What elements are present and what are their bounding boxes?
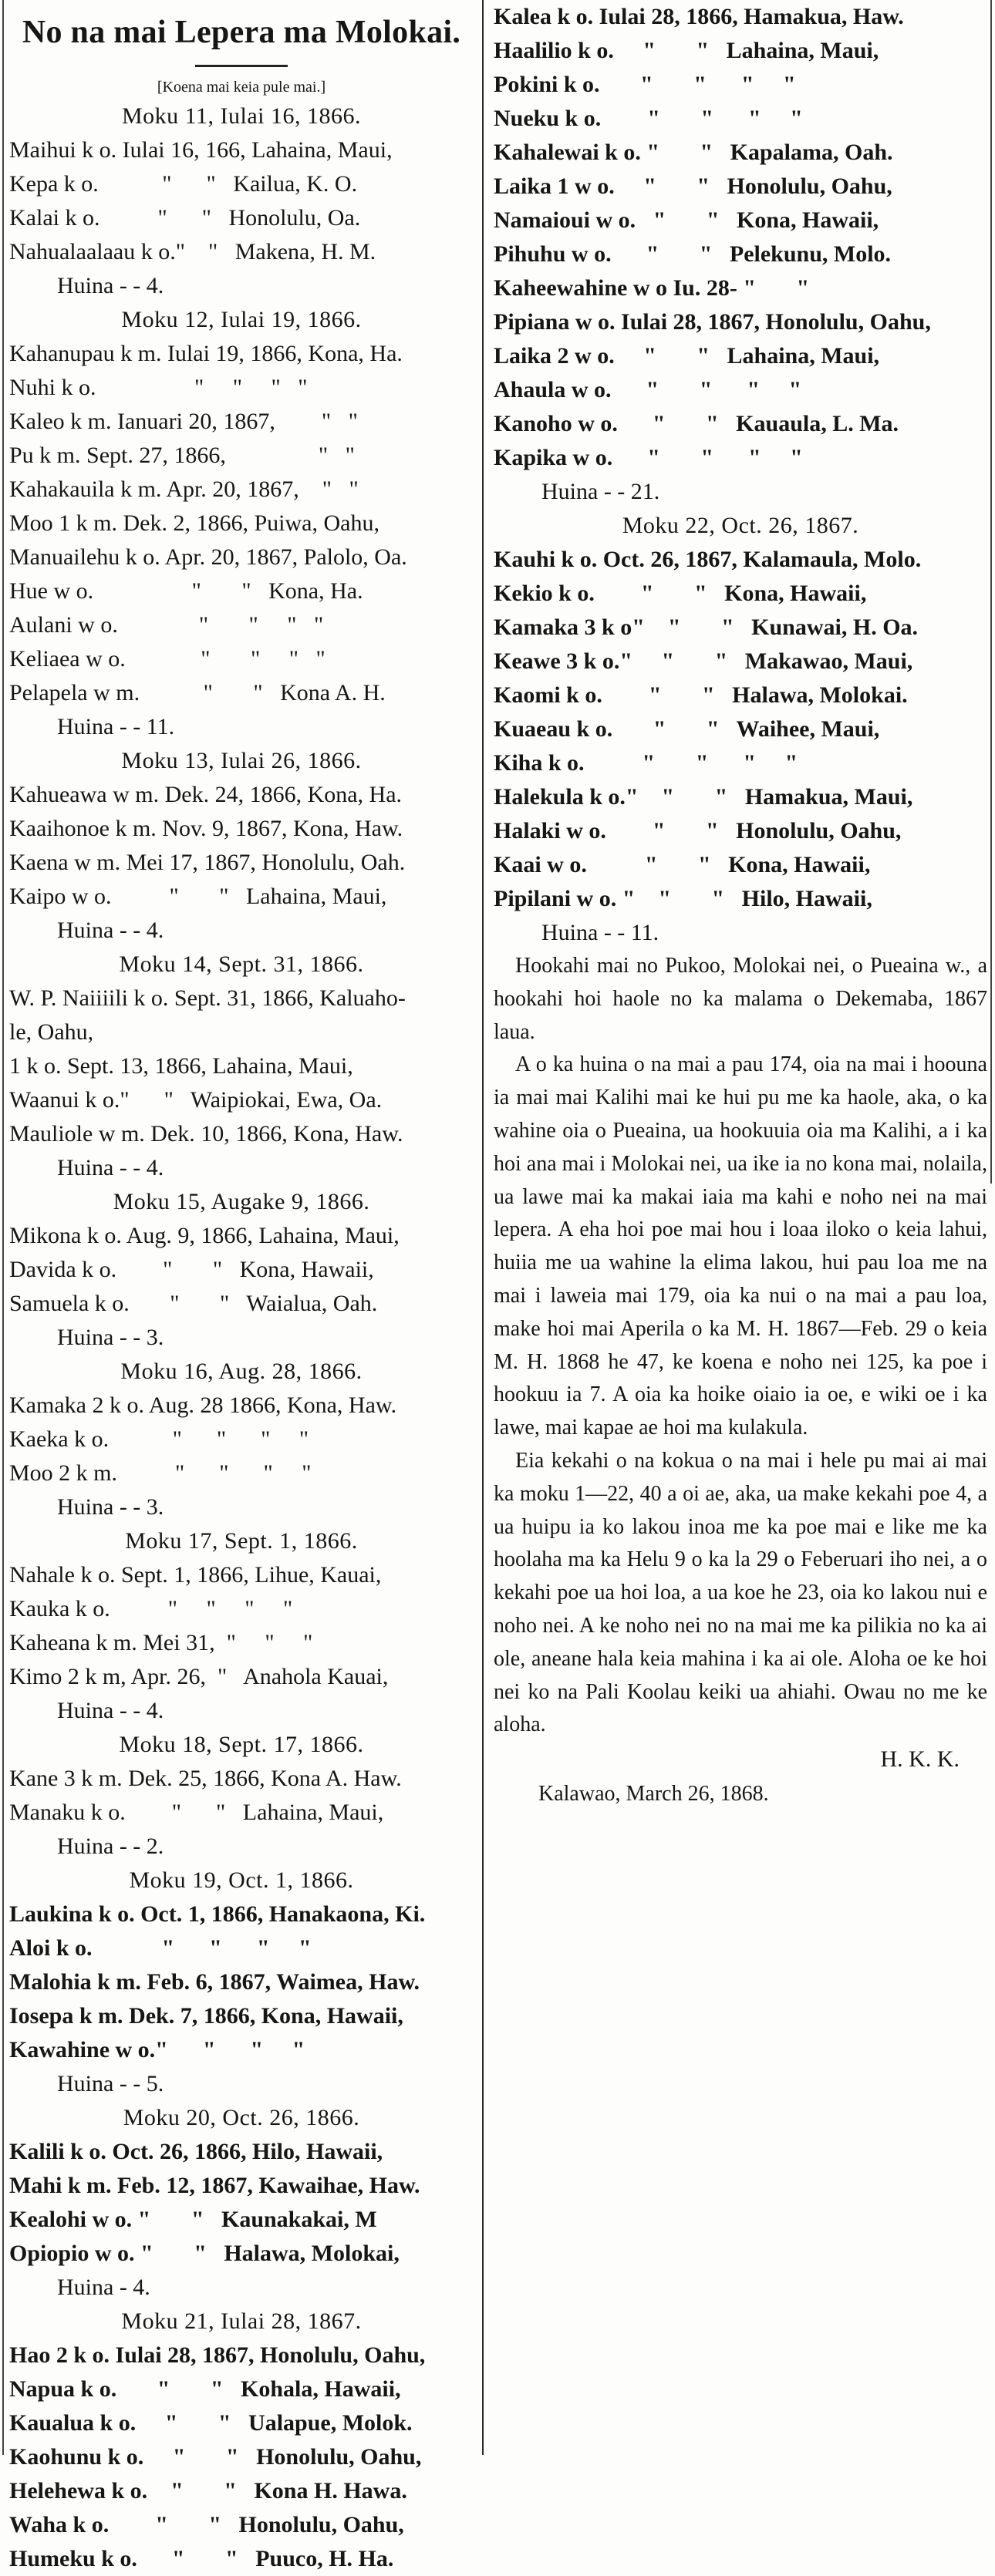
patient-entry: Keliaea w o. " " " " <box>9 646 325 672</box>
patient-entry: Nuhi k o. " " " " <box>9 375 308 400</box>
moku-block <box>9 948 474 1185</box>
patient-entry: Maihui k o. Iulai 16, 166, Lahaina, Maui, <box>9 137 393 163</box>
moku-heading: Moku 22, Oct. 26, 1867. <box>622 513 859 538</box>
patient-entry: Manuailehu k o. Apr. 20, 1867, Palolo, Oa. <box>9 544 407 570</box>
patient-entry: Kealohi w o. " " Kaunakakai, M <box>9 2207 377 2232</box>
huina-total: Huina - - 3. <box>57 1325 164 1350</box>
patient-entry: Kaipo w o. " " Lahaina, Maui, <box>9 884 387 909</box>
patient-entry: Moo 2 k m. " " " " <box>9 1460 312 1486</box>
patient-entry: Nahualaalaau k o." " Makena, H. M. <box>9 239 376 264</box>
patient-entry: Aulani w o. " " " " <box>9 612 324 638</box>
patient-entry: Laukina k o. Oct. 1, 1866, Hanakaona, Ki. <box>9 1901 426 1927</box>
page-border-right <box>990 0 992 1184</box>
moku-heading: Moku 19, Oct. 1, 1866. <box>129 1867 354 1893</box>
moku-block <box>9 2101 474 2305</box>
huina-total: Huina - - 4. <box>57 918 164 943</box>
patient-entry: Kahalewai k o. " " Kapalama, Oah. <box>494 140 893 165</box>
patient-entry: Nueku k o. " " " " <box>494 106 803 131</box>
patient-entry: Laika 1 w o. " " Honolulu, Oahu, <box>494 173 892 199</box>
article-title: No na mai Lepera ma Molokai. <box>22 15 461 50</box>
dateline: Kalawao, March 26, 1868. <box>538 1782 769 1807</box>
patient-entry: Humeku k o. " " Puuco, H. Ha. <box>9 2546 394 2571</box>
column-rule <box>482 0 484 2455</box>
patient-entry: Kaaihonoe k m. Nov. 9, 1867, Kona, Haw. <box>9 816 403 841</box>
patient-entry: Pihuhu w o. " " Pelekunu, Molo. <box>494 241 892 267</box>
patient-entry: Aloi k o. " " " " <box>9 1935 312 1961</box>
patient-entry: Waha k o. " " Honolulu, Oahu, <box>9 2512 404 2537</box>
moku-block <box>9 99 474 303</box>
patient-entry: Kahanupau k m. Iulai 19, 1866, Kona, Ha. <box>9 341 403 366</box>
patient-entry: Haalilio k o. " " Lahaina, Maui, <box>494 38 879 63</box>
patient-entry: Kaohunu k o. " " Honolulu, Oahu, <box>9 2444 422 2470</box>
article-body <box>494 950 987 1742</box>
body-paragraph: Eia kekahi o na kokua o na mai i hele pu mai ai mai ka moku 1—22, 40 a oi ae, aka, ua make kekahi poe 4, a ua huipu ia ko lakou inoa me ka poe mai e like me ka hoolaha ma ka Helu 9 o ka la 29 o Feberuari iho nei, a o kekahi poe ua hoi loa, a ua koe he 23, oia ko lakou nui e noho nei. A ke noho nei no na mai me ka pilikia no ka ai ole, aneane hala keia mahina i ka ai ole. Aloha oe ke hoi nei ko na Pali Koolau keiki ua ahiahi. Owau no me ke aloha. <box>494 1448 987 1737</box>
patient-entry: Manaku k o. " " Lahaina, Maui, <box>9 1800 384 1825</box>
body-paragraph: Hookahi mai no Pukoo, Molokai nei, o Pueaina w., a hookahi hoi haole no ka malama o Dekemaba, 1867 laua. <box>494 954 987 1044</box>
patient-entry: Kauka k o. " " " " <box>9 1596 293 1621</box>
page-border-left <box>2 0 4 2455</box>
patient-entry: Halaki w o. " " Honolulu, Oahu, <box>494 818 902 844</box>
left-blocks <box>9 99 474 1864</box>
patient-entry: Kahakauila k m. Apr. 20, 1867, " " <box>9 476 359 502</box>
right-column <box>494 0 987 1811</box>
moku-heading: Moku 17, Sept. 1, 1866. <box>125 1528 358 1554</box>
patient-entry: Namaioui w o. " " Kona, Hawaii, <box>494 207 879 233</box>
patient-entry: Napua k o. " " Kohala, Hawaii, <box>9 2376 401 2402</box>
left-bold-blocks <box>9 1864 474 2576</box>
patient-entry: Pokini k o. " " " " <box>494 72 796 97</box>
patient-entry: Iosepa k m. Dek. 7, 1866, Kona, Hawaii, <box>9 2003 403 2029</box>
patient-entry: Hue w o. " " Kona, Ha. <box>9 578 363 604</box>
huina-total: Huina - - 11. <box>57 714 175 739</box>
moku-21-continued <box>494 0 987 475</box>
moku-heading: Moku 15, Augake 9, 1866. <box>113 1189 370 1214</box>
moku-block <box>9 1185 474 1355</box>
article-subtitle: [Koena mai keia pule mai.] <box>157 79 326 96</box>
moku-22-block <box>494 509 987 950</box>
patient-entry: Kaheana k m. Mei 31, " " " <box>9 1630 313 1655</box>
title-rule <box>195 65 288 67</box>
patient-entry: Davida k o. " " Kona, Hawaii, <box>9 1257 374 1282</box>
left-column <box>9 0 474 2576</box>
patient-entry: 1 k o. Sept. 13, 1866, Lahaina, Maui, <box>9 1053 353 1079</box>
patient-entry: Kaualua k o. " " Ualapue, Molok. <box>9 2410 413 2436</box>
moku-block <box>9 744 474 948</box>
patient-entry: Mauliole w m. Dek. 10, 1866, Kona, Haw. <box>9 1121 403 1147</box>
huina-total: Huina - - 11. <box>541 920 659 945</box>
moku-heading: Moku 11, Iulai 16, 1866. <box>121 103 362 129</box>
moku-heading: Moku 13, Iulai 26, 1866. <box>121 748 362 773</box>
patient-entry: Pipilani w o. " " " Hilo, Hawaii, <box>494 886 872 911</box>
patient-entry: Helehewa k o. " " Kona H. Hawa. <box>9 2478 407 2504</box>
patient-entry: Moo 1 k m. Dek. 2, 1866, Puiwa, Oahu, <box>9 510 379 536</box>
patient-entry: Malohia k m. Feb. 6, 1867, Waimea, Haw. <box>9 1969 420 1995</box>
patient-entry: Kalili k o. Oct. 26, 1866, Hilo, Hawaii, <box>9 2139 383 2164</box>
patient-entry: Nahale k o. Sept. 1, 1866, Lihue, Kauai, <box>9 1562 382 1588</box>
patient-entry: Kanoho w o. " " Kauaula, L. Ma. <box>494 411 899 436</box>
patient-entry: Kalai k o. " " Honolulu, Oa. <box>9 205 361 231</box>
patient-entry: Kane 3 k m. Dek. 25, 1866, Kona A. Haw. <box>9 1766 402 1791</box>
patient-entry: Hao 2 k o. Iulai 28, 1867, Honolulu, Oahu, <box>9 2342 426 2368</box>
moku-block <box>9 2305 474 2576</box>
moku-block <box>494 509 987 950</box>
patient-entry: Kauhi k o. Oct. 26, 1867, Kalamaula, Molo. <box>494 547 922 572</box>
huina-total: Huina - - 4. <box>57 273 164 298</box>
moku-block <box>9 1524 474 1728</box>
patient-entry: Pelapela w m. " " Kona A. H. <box>9 680 386 705</box>
patient-entry: Keawe 3 k o." " " Makawao, Maui, <box>494 648 913 674</box>
huina-total: Huina - 4. <box>57 2275 150 2300</box>
patient-entry: Kamaka 3 k o" " " Kunawai, H. Oa. <box>494 615 919 640</box>
patient-entry: Kiha k o. " " " " <box>494 750 798 776</box>
patient-entry: Pipiana w o. Iulai 28, 1867, Honolulu, Oahu, <box>494 309 931 335</box>
patient-entry: Kapika w o. " " " " <box>494 445 803 470</box>
patient-entry: Kawahine w o." " " " <box>9 2037 305 2062</box>
patient-entry: Kaeka k o. " " " " <box>9 1426 309 1452</box>
patient-entry: Mahi k m. Feb. 12, 1867, Kawaihae, Haw. <box>9 2173 420 2198</box>
moku-heading: Moku 16, Aug. 28, 1866. <box>120 1359 363 1384</box>
moku-heading: Moku 21, Iulai 28, 1867. <box>121 2308 362 2334</box>
huina-total: Huina - - 5. <box>57 2071 164 2096</box>
patient-entry: Kaomi k o. " " Halawa, Molokai. <box>494 682 908 708</box>
moku-heading: Moku 12, Iulai 19, 1866. <box>121 307 362 332</box>
huina-total: Huina - - 4. <box>57 1698 164 1723</box>
patient-entry: Kepa k o. " " Kailua, K. O. <box>9 171 358 197</box>
moku-heading: Moku 20, Oct. 26, 1866. <box>123 2105 360 2130</box>
signature: H. K. K. <box>880 1746 960 1773</box>
patient-entry: Kamaka 2 k o. Aug. 28 1866, Kona, Haw. <box>9 1392 397 1418</box>
patient-entry: W. P. Naiiiili k o. Sept. 31, 1866, Kaluaho- <box>9 985 406 1011</box>
moku-block <box>9 1864 474 2101</box>
patient-entry: Samuela k o. " " Waialua, Oah. <box>9 1291 378 1316</box>
huina-total: Huina - - 2. <box>57 1834 164 1859</box>
huina-total: Huina - - 21. <box>541 479 660 504</box>
patient-entry: Ahaula w o. " " " " <box>494 377 802 402</box>
patient-entry: Mikona k o. Aug. 9, 1866, Lahaina, Maui, <box>9 1223 400 1248</box>
patient-entry: Kahueawa w m. Dek. 24, 1866, Kona, Ha. <box>9 782 403 807</box>
huina-total: Huina - - 4. <box>57 1155 164 1180</box>
patient-entry: Kaena w m. Mei 17, 1867, Honolulu, Oah. <box>9 850 406 875</box>
moku-heading: Moku 14, Sept. 31, 1866. <box>119 951 364 977</box>
patient-entry: Kimo 2 k m, Apr. 26, " Anahola Kauai, <box>9 1664 389 1689</box>
patient-entry: Kaleo k m. Ianuari 20, 1867, " " <box>9 409 358 434</box>
patient-entry: Laika 2 w o. " " Lahaina, Maui, <box>494 343 880 369</box>
patient-entry: Opiopio w o. " " Halawa, Molokai, <box>9 2241 400 2266</box>
patient-entry: Halekula k o." " " Hamakua, Maui, <box>494 784 913 810</box>
patient-entry: Kekio k o. " " Kona, Hawaii, <box>494 581 867 606</box>
patient-entry: le, Oahu, <box>9 1019 94 1045</box>
patient-entry: Waanui k o." " Waipiokai, Ewa, Oa. <box>9 1087 383 1113</box>
moku-heading: Moku 18, Sept. 17, 1866. <box>119 1732 364 1757</box>
moku-block <box>9 1355 474 1524</box>
patient-entry: Kalea k o. Iulai 28, 1866, Hamakua, Haw. <box>494 4 904 29</box>
patient-entry: Pu k m. Sept. 27, 1866, " " <box>9 443 355 468</box>
moku-block <box>9 1728 474 1864</box>
patient-entry: Kuaeau k o. " " Waihee, Maui, <box>494 716 880 742</box>
moku-block <box>9 303 474 744</box>
patient-entry: Kaheewahine w o Iu. 28- " " <box>494 275 810 301</box>
patient-entry: Kaai w o. " " Kona, Hawaii, <box>494 852 871 877</box>
huina-total: Huina - - 3. <box>57 1494 164 1520</box>
body-paragraph: A o ka huina o na mai a pau 174, oia na mai i hoouna ia mai mai Kalihi mai ke hui pu me ka haole, aka, o ka wahine oia o Pueaina, ua hookuuia oia ma Kalihi, a i ka hoi ana mai i Molokai nei, ua ike ia no kona mai, nolaila, ua lawe mai ka makai iaia ma kahi e noho nei na mai lepera. A eha hoi poe mai hou i loaa iloko o keia lahui, huiia me ua wahine la elima lakou, hui pau loa me na mai i laweia mai 179, oia ka nui o na mai a pau loa, make hoi mai Aperila o ka M. H. 1867—Feb. 29 o keia M. H. 1868 he 47, ke koena e noho nei 125, ka poe i hookuu ia 7. A oia ka hoike oiaio ia oe, e wiki oe i ka lawe, mai kapae ae hoi ma kulakula. <box>494 1052 987 1440</box>
